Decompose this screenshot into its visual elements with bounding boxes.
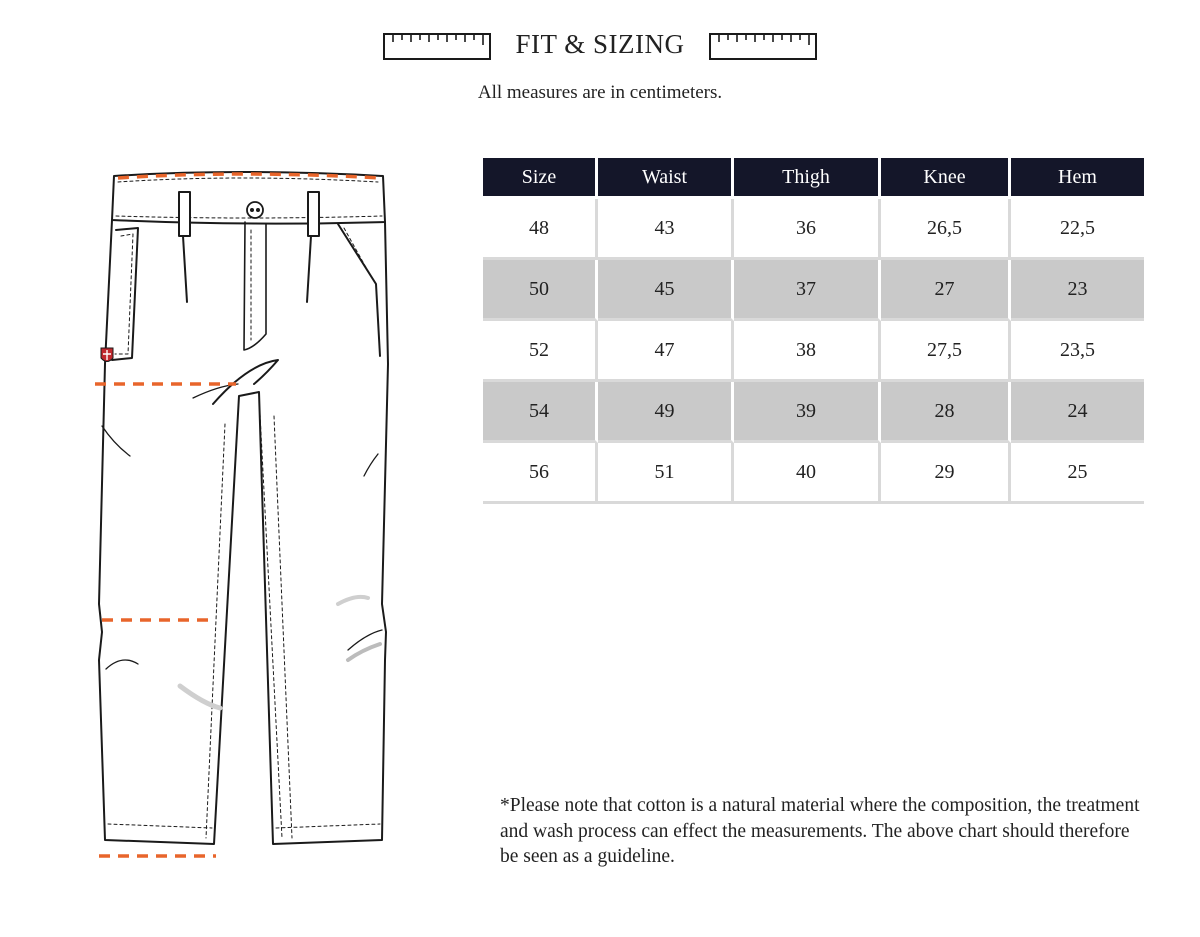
column-header: Knee [881,158,1011,199]
table-cell: 40 [734,443,881,504]
measurement-guides [95,174,380,856]
table-cell: 29 [881,443,1011,504]
table-cell: 37 [734,260,881,321]
pants-illustration [88,164,408,868]
page-title: FIT & SIZING [515,29,685,59]
table-row [483,260,1144,321]
table-cell: 28 [881,382,1011,443]
table-cell: 26,5 [881,199,1011,260]
size-table [483,158,1144,504]
page-subtitle: All measures are in centimeters. [477,82,723,103]
table-cell: 23 [1011,260,1144,321]
table-row [483,321,1144,382]
table-row [483,443,1144,504]
table-cell: 48 [483,199,598,260]
table-cell: 39 [734,382,881,443]
page-header [0,22,1200,70]
table-cell: 49 [598,382,734,443]
table-cell: 22,5 [1011,199,1144,260]
table-cell: 36 [734,199,881,260]
table-cell: 56 [483,443,598,504]
column-header: Waist [598,158,734,199]
ruler-icon [383,33,491,60]
table-cell: 47 [598,321,734,382]
table-cell: 27 [881,260,1011,321]
disclaimer-note: *Please note that cotton is a natural material where the composition, the treatment and wash process can effect the measurements. The above chart should therefore be seen as a guideline. [500,795,1140,867]
table-cell: 27,5 [881,321,1011,382]
table-cell: 51 [598,443,734,504]
ruler-icon [709,33,817,60]
table-cell: 54 [483,382,598,443]
table-cell: 43 [598,199,734,260]
button-icon [247,202,263,218]
table-cell: 25 [1011,443,1144,504]
badge-icon [101,348,113,362]
column-header: Size [483,158,598,199]
table-cell: 24 [1011,382,1144,443]
table-cell: 23,5 [1011,321,1144,382]
column-header: Hem [1011,158,1144,199]
table-row [483,199,1144,260]
table-cell: 38 [734,321,881,382]
table-cell: 45 [598,260,734,321]
table-cell: 50 [483,260,598,321]
table-row [483,382,1144,443]
column-header: Thigh [734,158,881,199]
table-header-row [483,158,1144,199]
table-cell: 52 [483,321,598,382]
